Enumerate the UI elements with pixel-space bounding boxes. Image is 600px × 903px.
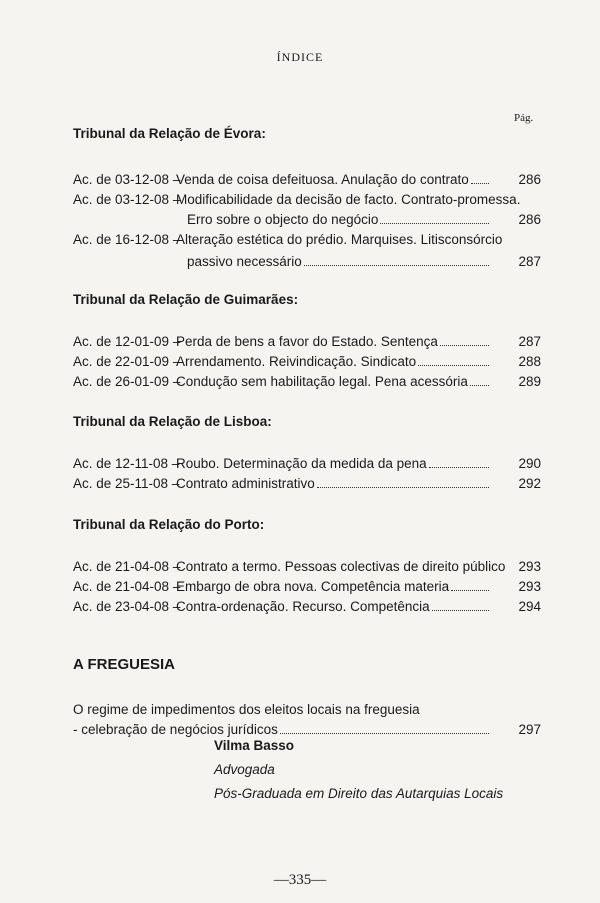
entry-date: Ac. de 12-11-08 –	[73, 456, 180, 471]
entry-page: 286	[518, 172, 541, 187]
author-name: Vilma Basso	[214, 738, 295, 753]
entry-date: Ac. de 12-01-09 –	[73, 334, 181, 349]
entry-title-continuation: Erro sobre o objecto do negócio	[187, 212, 379, 227]
entry-title: Contrato administrativo	[176, 476, 315, 491]
index-entry	[73, 474, 541, 494]
section-heading-lisboa: Tribunal da Relação de Lisboa:	[73, 414, 272, 429]
entry-page: 286	[518, 212, 541, 227]
index-entry	[73, 352, 541, 372]
dot-leader	[432, 609, 489, 611]
dot-leader	[440, 344, 489, 346]
section-title-freguesia: A FREGUESIA	[73, 656, 175, 673]
entry-date: Ac. de 23-04-08 –	[73, 599, 181, 614]
dot-leader	[380, 222, 489, 224]
page-column-label: Pág.	[514, 112, 534, 124]
index-entry	[73, 170, 541, 190]
entry-date: Ac. de 25-11-08 –	[73, 476, 180, 491]
entry-page: 289	[518, 374, 541, 389]
running-head: ÍNDICE	[276, 50, 324, 64]
dot-leader	[470, 384, 489, 386]
entry-page: 293	[518, 559, 541, 574]
dot-leader	[471, 182, 489, 184]
index-entry	[73, 332, 541, 352]
dot-leader	[280, 732, 489, 734]
entry-title: Modificabilidade da decisão de facto. Contrato-promessa.	[176, 192, 521, 207]
entry-title: Contrato a termo. Pessoas colectivas de direito público	[176, 559, 506, 574]
entry-page: 287	[518, 254, 541, 269]
dot-leader	[304, 264, 489, 266]
entry-page: 287	[518, 334, 541, 349]
entry-title: Arrendamento. Reivindicação. Sindicato	[176, 354, 417, 369]
entry-date: Ac. de 21-04-08 –	[73, 559, 181, 574]
dot-leader	[317, 486, 489, 488]
entry-title: Alteração estética do prédio. Marquises. Litisconsórcio	[176, 232, 503, 247]
page-number: —335—	[273, 872, 327, 888]
entry-date: Ac. de 21-04-08 –	[73, 579, 181, 594]
entry-date: Ac. de 03-12-08 –	[73, 192, 181, 207]
dot-leader	[451, 589, 489, 591]
entry-date: Ac. de 26-01-09 –	[73, 374, 181, 389]
index-entry	[73, 597, 541, 617]
author-qualification: Pós-Graduada em Direito das Autarquias Locais	[214, 786, 504, 801]
index-entry	[73, 372, 541, 392]
author-role: Advogada	[214, 762, 275, 777]
entry-title: Embargo de obra nova. Competência materia	[176, 579, 450, 594]
entry-page: 292	[518, 476, 541, 491]
entry-title: Perda de bens a favor do Estado. Sentença	[176, 334, 438, 349]
entry-date: Ac. de 22-01-09 –	[73, 354, 181, 369]
index-entry-continuation	[73, 210, 541, 230]
freguesia-entry	[73, 720, 541, 740]
section-heading-guimaraes: Tribunal da Relação de Guimarães:	[73, 292, 299, 307]
entry-page: 297	[518, 722, 541, 737]
index-entry	[73, 230, 541, 250]
index-entry	[73, 190, 541, 210]
entry-page: 294	[518, 599, 541, 614]
section-heading-evora: Tribunal da Relação de Évora:	[73, 126, 266, 141]
entry-title: - celebração de negócios jurídicos	[73, 722, 278, 737]
freguesia-entry-line-1: O regime de impedimentos dos eleitos locais na freguesia	[73, 702, 420, 717]
entry-page: 293	[518, 579, 541, 594]
index-entry	[73, 454, 541, 474]
index-entry	[73, 557, 541, 577]
entry-page: 290	[518, 456, 541, 471]
dot-leader	[418, 364, 489, 366]
index-entry-continuation	[73, 252, 541, 272]
index-entry	[73, 577, 541, 597]
entry-title: Roubo. Determinação da medida da pena	[176, 456, 427, 471]
entry-title-continuation: passivo necessário	[187, 254, 302, 269]
entry-title: Condução sem habilitação legal. Pena acessória	[176, 374, 468, 389]
entry-date: Ac. de 03-12-08 –	[73, 172, 181, 187]
entry-title: Contra-ordenação. Recurso. Competência	[176, 599, 430, 614]
entry-date: Ac. de 16-12-08 –	[73, 232, 181, 247]
dot-leader	[429, 466, 489, 468]
entry-title: Venda de coisa defeituosa. Anulação do contrato	[176, 172, 469, 187]
entry-page: 288	[518, 354, 541, 369]
section-heading-porto: Tribunal da Relação do Porto:	[73, 517, 265, 532]
